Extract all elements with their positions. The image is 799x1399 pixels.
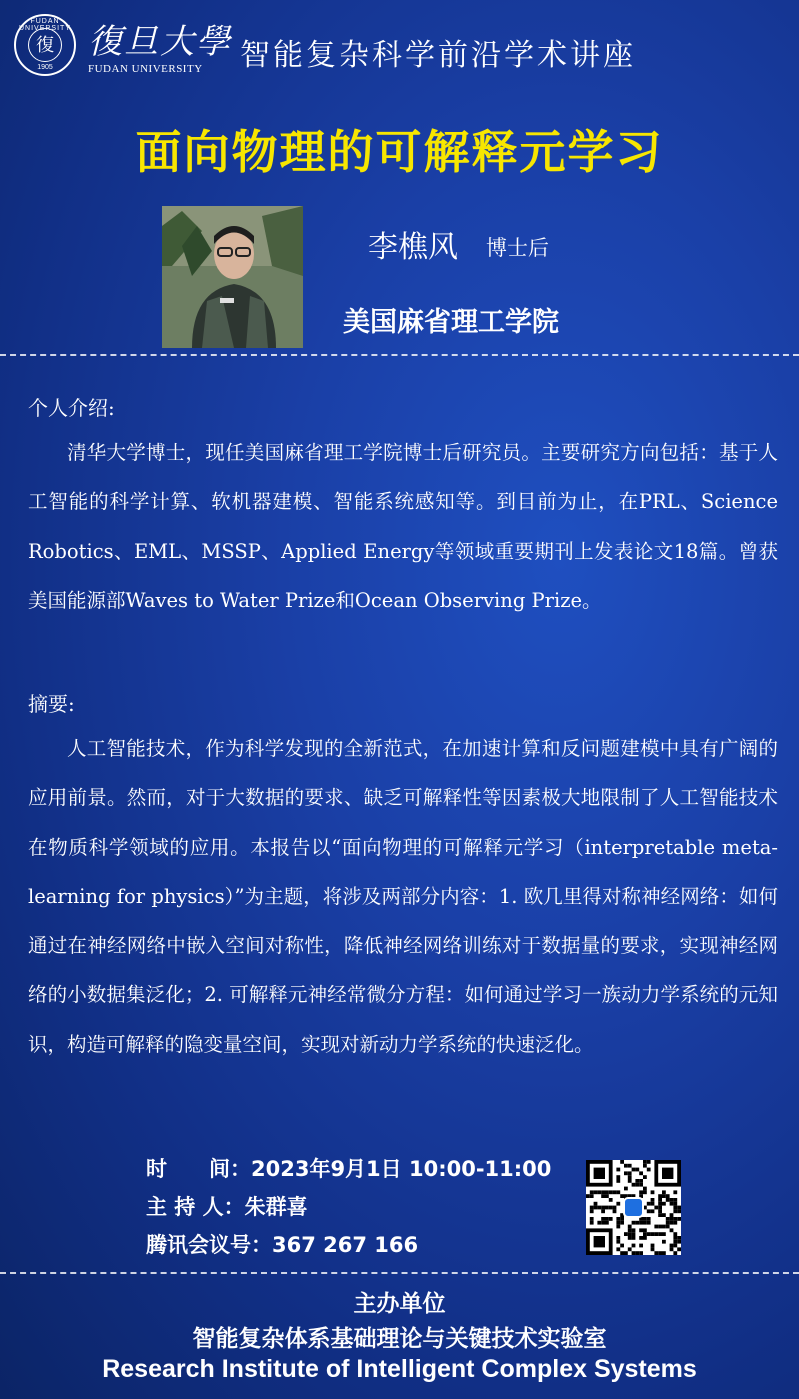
divider-bottom [0, 1272, 799, 1274]
university-name-cn: 復旦大學 [88, 22, 232, 62]
host-value: 朱群喜 [244, 1195, 308, 1219]
meeting-row [146, 1229, 418, 1259]
time-value: 2023年9月1日 10:00-11:00 [251, 1157, 552, 1181]
abstract-text: 人工智能技术，作为科学发现的全新范式，在加速计算和反问题建模中具有广阔的应用前景。然而，对于大数据的要求、缺乏可解释性等因素极大地限制了人工智能技术在物质科学领域的应用。本报告以“面向物理的可解释元学习（interpretable meta-learning for physics）”为主题，将涉及两部分内容：1. 欧几里得对称神经网络：如何通过在神经网络中嵌入空间对称性，降低神经网络训练对于数据量的要求，实现神经网络的小数据集泛化；2. 可解释元神经常微分方程：如何通过学习一族动力学系统的元知识，构造可解释的隐变量空间，实现对新动力学系统的快速泛化。 [28, 737, 778, 1056]
series-title: 智能复杂科学前沿学术讲座 [240, 38, 636, 73]
lecture-title: 面向物理的可解释元学习 [135, 125, 664, 179]
organizer-name-cn: 智能复杂体系基础理论与关键技术实验室 [192, 1326, 607, 1352]
seal-arc-text: FUDAN UNIVERSITY [18, 18, 71, 32]
speaker-photo [162, 206, 303, 348]
university-name-en: FUDAN UNIVERSITY [88, 63, 203, 75]
abstract-label: 摘要: [28, 692, 75, 716]
host-row [146, 1191, 308, 1221]
speaker-affiliation: 美国麻省理工学院 [343, 307, 559, 338]
qr-code-icon[interactable] [586, 1160, 681, 1255]
meeting-value: 367 267 166 [272, 1233, 419, 1257]
fudan-seal-icon [14, 14, 76, 76]
organizer-name-en: Research Institute of Intelligent Complex Systems [102, 1355, 697, 1383]
divider-top [0, 354, 799, 356]
speaker-name: 李樵风 [368, 230, 458, 265]
bio-label: 个人介绍: [28, 396, 115, 420]
seal-center-text: 復 [36, 35, 54, 56]
bio-text: 清华大学博士，现任美国麻省理工学院博士后研究员。主要研究方向包括：基于人工智能的科学计算、软机器建模、智能系统感知等。到目前为止，在PRL、Science Robotics、EML、MSSP、Applied Energy等领域重要期刊上发表论文18篇。曾获美国能源部Waves to Water Prize和Ocean Observing Prize。 [28, 441, 778, 612]
time-row [146, 1153, 551, 1183]
time-label: 时 间： [146, 1157, 251, 1181]
meeting-label: 腾讯会议号： [146, 1233, 272, 1257]
organizer-label: 主办单位 [353, 1291, 446, 1317]
seal-year: 1905 [37, 64, 53, 71]
host-label: 主 持 人： [146, 1195, 245, 1219]
speaker-position: 博士后 [486, 236, 549, 260]
